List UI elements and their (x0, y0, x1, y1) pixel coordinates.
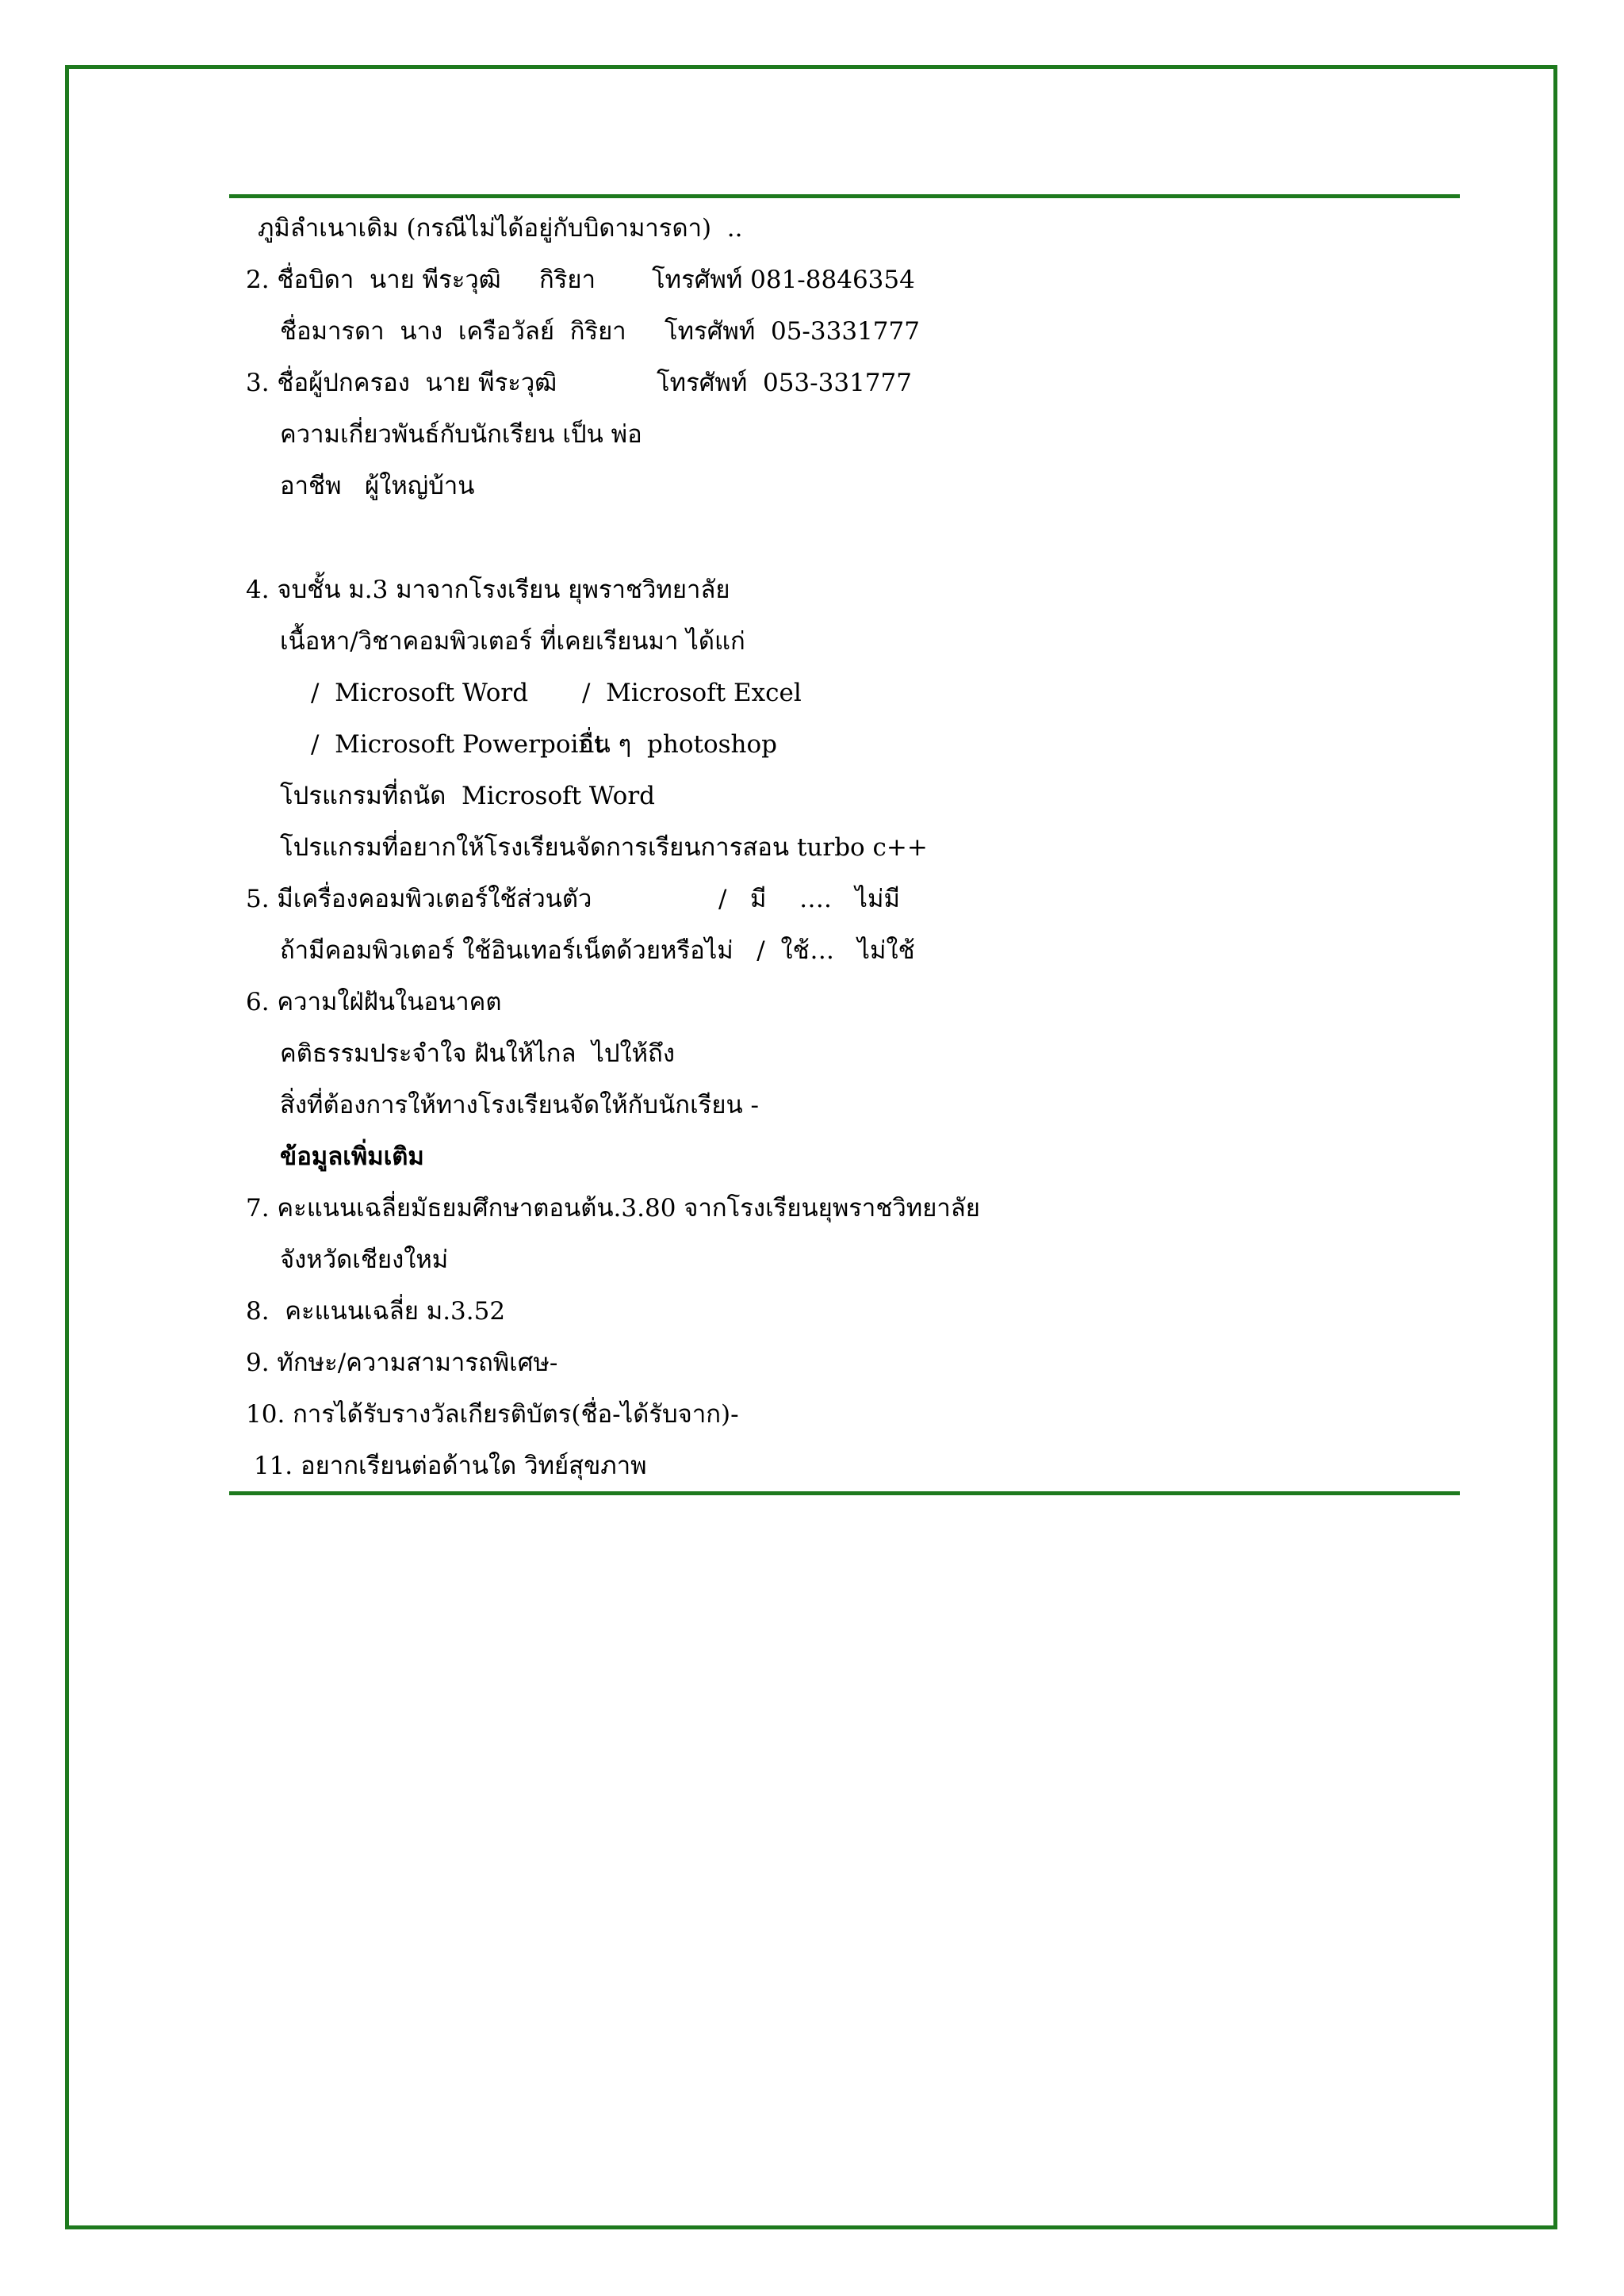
software-powerpoint: / Microsoft Powerpoint (311, 730, 604, 759)
bottom-rule (229, 1491, 1460, 1495)
father-phone: โทรศัพท์ 081-8846354 (652, 266, 915, 294)
top-rule (229, 194, 1460, 198)
internet-line (280, 935, 1430, 966)
software-other: อื่น ๆ photoshop (579, 730, 777, 759)
dream-line: 6. ความใฝ่ฝันในอนาคต (246, 988, 502, 1016)
mother-name: ชื่อมารดา นาง เครือวัลย์ กิริยา (280, 317, 626, 346)
gpa-lower-secondary-line: 7. คะแนนเฉลี่ยมัธยมศึกษาตอนต้น.3.80 จากโรงเรียนยุพราชวิทยาลัย (246, 1194, 980, 1223)
father-line (246, 264, 1435, 296)
gpa-m3-line: 8. คะแนนเฉลี่ย ม.3.52 (246, 1297, 506, 1326)
own-computer-yes: / มี (718, 885, 767, 913)
software-row-2 (311, 729, 1421, 760)
graduated-line: 4. จบชั้น ม.3 มาจากโรงเรียน ยุพราชวิทยาลัย (246, 576, 730, 604)
school-request-line: สิ่งที่ต้องการให้ทางโรงเรียนจัดให้กับนักเรียน - (280, 1091, 760, 1119)
own-computer-line (246, 883, 1435, 915)
father-surname: กิริยา (539, 266, 596, 294)
special-skills-line: 9. ทักษะ/ความสามารถพิเศษ- (246, 1349, 558, 1377)
occupation-line: อาชีพ ผู้ใหญ่บ้าน (280, 472, 475, 500)
own-computer-no: …. ไม่มี (799, 885, 900, 913)
guardian-phone: โทรศัพท์ 053-331777 (657, 369, 912, 397)
province-line: จังหวัดเชียงใหม่ (280, 1246, 449, 1274)
internet-question: ถ้ามีคอมพิวเตอร์ ใช้อินเทอร์เน็ตด้วยหรือไม่ / ใช้ (280, 936, 810, 965)
awards-line: 10. การได้รับรางวัลเกียรติบัตร(ชื่อ-ได้รับจาก)- (246, 1400, 739, 1429)
software-row-1 (311, 677, 1421, 709)
relationship-line: ความเกี่ยวพันธ์กับนักเรียน เป็น พ่อ (280, 420, 642, 449)
guardian-name: 3. ชื่อผู้ปกครอง นาย พีระวุฒิ (246, 369, 557, 397)
motto-line: คติธรรมประจำใจ ฝันให้ไกล ไปให้ถึง (280, 1039, 675, 1068)
own-computer-question: 5. มีเครื่องคอมพิวเตอร์ใช้ส่วนตัว (246, 885, 592, 913)
study-field-line: 11. อยากเรียนต่อด้านใด วิทย์สุขภาพ (246, 1452, 647, 1480)
wanted-program-line: โปรแกรมที่อยากให้โรงเรียนจัดการเรียนการสอน turbo c++ (280, 833, 928, 862)
father-name: 2. ชื่อบิดา นาย พีระวุฒิ (246, 266, 501, 294)
software-excel: / Microsoft Excel (582, 679, 802, 707)
guardian-line (246, 367, 1435, 399)
skilled-program-line: โปรแกรมที่ถนัด Microsoft Word (280, 782, 655, 810)
internet-no: …. ไม่ใช้ (802, 936, 915, 965)
software-word: / Microsoft Word (311, 679, 529, 707)
mother-line (280, 316, 1430, 347)
computer-subjects-line: เนื้อหา/วิชาคอมพิวเตอร์ ที่เคยเรียนมา ได้แก่ (280, 627, 745, 656)
mother-phone: โทรศัพท์ 05-3331777 (665, 317, 920, 346)
hometown-line: ภูมิลำเนาเดิม (กรณีไม่ได้อยู่กับบิดามารดา) .. (258, 214, 743, 243)
additional-info-heading: ข้อมูลเพิ่มเติม (280, 1142, 424, 1171)
